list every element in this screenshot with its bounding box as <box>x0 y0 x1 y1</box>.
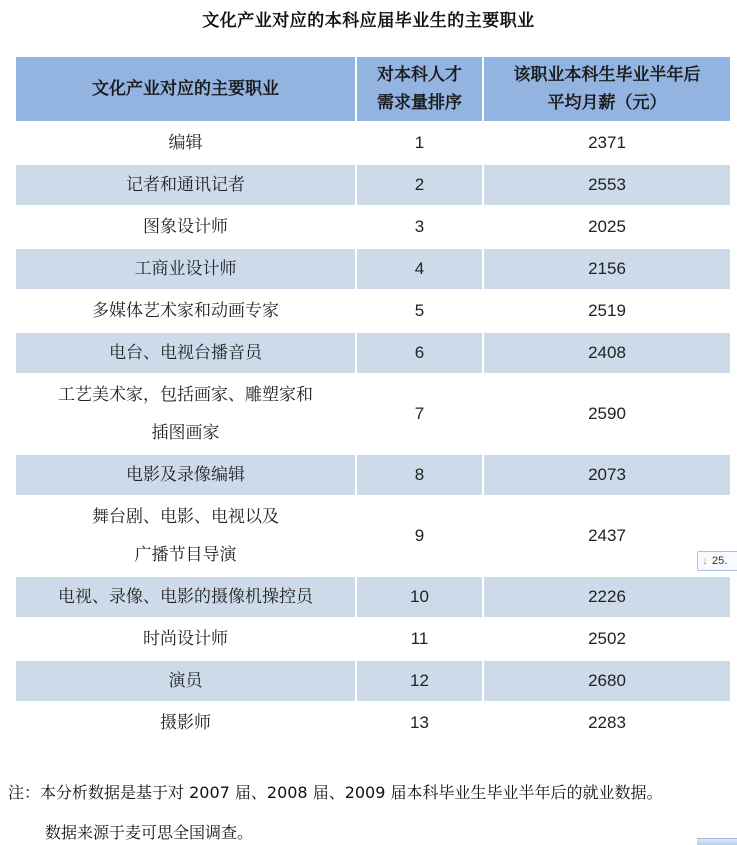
rank-cell: 4 <box>356 248 483 290</box>
table-row <box>16 290 730 332</box>
widget-label: 25. <box>712 555 728 567</box>
occupation-cell: 摄影师 <box>16 702 356 744</box>
salary-cell: 2553 <box>483 164 730 206</box>
source-note: 数据来源于麦可思全国调查。 <box>45 823 254 842</box>
floating-download-widget[interactable] <box>697 551 737 571</box>
header-salary-line-1: 该职业本科生毕业半年后 <box>513 65 701 85</box>
rank-cell: 13 <box>356 702 483 744</box>
rank-cell: 3 <box>356 206 483 248</box>
occupation-cell: 电台、电视台播音员 <box>16 332 356 374</box>
salary-cell: 2156 <box>483 248 730 290</box>
salary-cell: 2371 <box>483 122 730 164</box>
table-row <box>16 702 730 744</box>
occupation-line-1: 工艺美术家，包括画家、雕塑家和 <box>58 385 313 405</box>
occupation-cell: 编辑 <box>16 122 356 164</box>
rank-cell: 8 <box>356 454 483 496</box>
table-row <box>16 164 730 206</box>
salary-cell: 2437 <box>483 496 730 576</box>
rank-cell: 6 <box>356 332 483 374</box>
table-row <box>16 660 730 702</box>
rank-cell: 2 <box>356 164 483 206</box>
salary-cell: 2073 <box>483 454 730 496</box>
occupation-cell <box>16 374 356 454</box>
table-header-row <box>16 57 730 122</box>
occupation-line-2: 插图画家 <box>151 423 220 443</box>
rank-cell: 11 <box>356 618 483 660</box>
table-row <box>16 332 730 374</box>
download-arrow-icon: ↓ <box>702 555 708 567</box>
table-row <box>16 454 730 496</box>
rank-cell: 1 <box>356 122 483 164</box>
occupation-cell: 时尚设计师 <box>16 618 356 660</box>
salary-cell: 2226 <box>483 576 730 618</box>
occupation-line-1: 舞台剧、电影、电视以及 <box>92 507 279 527</box>
salary-cell: 2680 <box>483 660 730 702</box>
table-row <box>16 122 730 164</box>
rank-cell: 9 <box>356 496 483 576</box>
salary-cell: 2283 <box>483 702 730 744</box>
occupation-cell <box>16 496 356 576</box>
salary-cell: 2408 <box>483 332 730 374</box>
occupation-table <box>16 57 730 745</box>
header-salary <box>483 57 730 122</box>
rank-cell: 12 <box>356 660 483 702</box>
table-row <box>16 618 730 660</box>
occupation-line-2: 广播节目导演 <box>134 545 237 565</box>
footnote-text: 注：本分析数据是基于对 2007 届、2008 届、2009 届本科毕业生毕业半年后的就业数据。 <box>8 783 663 802</box>
table-row <box>16 206 730 248</box>
occupation-cell: 演员 <box>16 660 356 702</box>
table-row <box>16 374 730 454</box>
salary-cell: 2590 <box>483 374 730 454</box>
occupation-cell: 图象设计师 <box>16 206 356 248</box>
header-occupation <box>16 57 356 122</box>
occupation-cell: 电影及录像编辑 <box>16 454 356 496</box>
header-rank-line-2: 需求量排序 <box>377 93 462 113</box>
occupation-cell: 多媒体艺术家和动画专家 <box>16 290 356 332</box>
header-salary-line-2: 平均月薪（元） <box>547 93 667 113</box>
salary-cell: 2025 <box>483 206 730 248</box>
rank-cell: 7 <box>356 374 483 454</box>
header-rank-line-1: 对本科人才 <box>377 65 462 85</box>
occupation-cell: 电视、录像、电影的摄像机操控员 <box>16 576 356 618</box>
rank-cell: 5 <box>356 290 483 332</box>
salary-cell: 2502 <box>483 618 730 660</box>
header-rank <box>356 57 483 122</box>
table-row <box>16 576 730 618</box>
rank-cell: 10 <box>356 576 483 618</box>
header-occupation-line: 文化产业对应的主要职业 <box>92 79 279 99</box>
occupation-cell: 记者和通讯记者 <box>16 164 356 206</box>
salary-cell: 2519 <box>483 290 730 332</box>
table-row <box>16 248 730 290</box>
document-title: 文化产业对应的本科应届毕业生的主要职业 <box>202 11 535 31</box>
table-row <box>16 496 730 576</box>
occupation-cell: 工商业设计师 <box>16 248 356 290</box>
